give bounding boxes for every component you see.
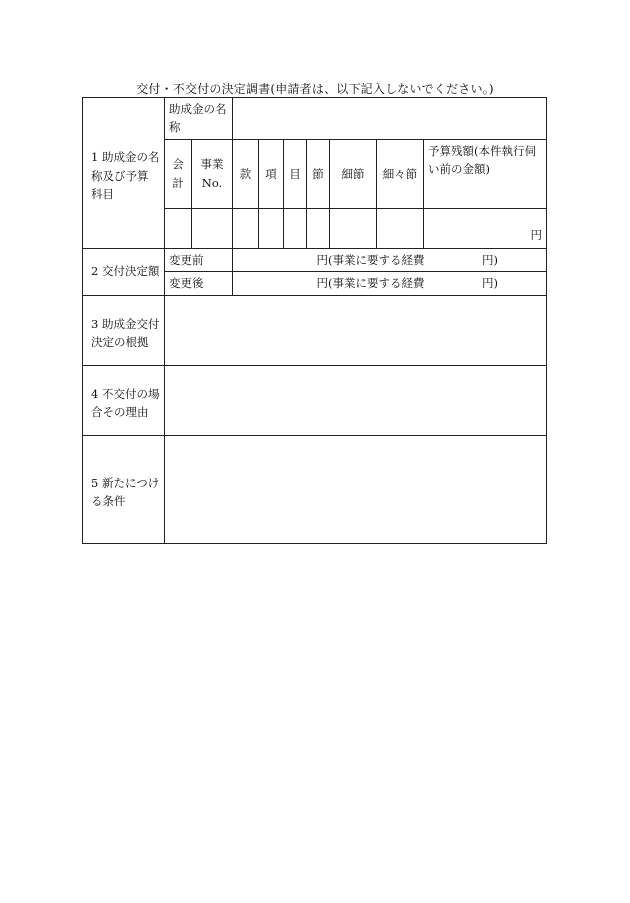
yen-unit: 円 (530, 228, 543, 243)
jigyo-no-header-line2: No. (201, 175, 223, 190)
kou-field[interactable] (259, 208, 284, 248)
setsu-header: 節 (307, 139, 330, 208)
section1-label-line1: 1 助成金の名 (91, 150, 160, 165)
jigyo-no-header-line1: 事業 (200, 157, 224, 172)
saisetsu-header: 細節 (330, 139, 377, 208)
section1-label (83, 98, 165, 249)
before-change-label: 変更前 (165, 248, 233, 271)
section1-label-line3: 科目 (91, 187, 114, 202)
moku-header: 目 (284, 139, 307, 208)
section4-label-line1: 4 不交付の場 (91, 386, 160, 401)
moku-field[interactable] (284, 208, 307, 248)
before-change-amount[interactable]: 円(事業に要する経費 円) (233, 248, 547, 271)
decision-form-table (82, 97, 547, 544)
after-change-amount[interactable]: 円(事業に要する経費 円) (233, 272, 547, 295)
kou-header: 項 (259, 139, 284, 208)
kaikei-header-line2: 計 (172, 175, 184, 190)
jigyo-no-header (192, 139, 233, 208)
kaikei-header (165, 139, 192, 208)
kaikei-header-line1: 会 (172, 157, 184, 172)
kan-field[interactable] (233, 208, 259, 248)
section5-label (83, 435, 165, 543)
section5-label-line2: る条件 (91, 494, 126, 509)
remaining-budget-header (424, 139, 547, 208)
section3-label (83, 295, 165, 365)
saisetsu-field[interactable] (330, 208, 377, 248)
grant-name-field[interactable] (233, 98, 547, 140)
section3-label-line2: 決定の根拠 (91, 335, 149, 350)
remaining-budget-header-line2: い前の金額) (428, 162, 490, 177)
section4-label-line2: 合その理由 (91, 405, 149, 420)
section4-field[interactable] (165, 365, 547, 435)
grant-name-header-line2: 称 (169, 120, 181, 135)
section5-field[interactable] (165, 435, 547, 543)
section1-label-line2: 称及び予算 (91, 168, 149, 183)
kan-header: 款 (233, 139, 259, 208)
remaining-budget-field[interactable] (424, 208, 547, 248)
section5-label-line1: 5 新たにつけ (91, 475, 160, 490)
section2-label: 2 交付決定額 (83, 248, 165, 295)
section4-label (83, 365, 165, 435)
section3-label-line1: 3 助成金交付 (91, 316, 160, 331)
saisaisetsu-field[interactable] (377, 208, 424, 248)
section3-field[interactable] (165, 295, 547, 365)
kaikei-field[interactable] (165, 208, 192, 248)
grant-name-header (165, 98, 233, 140)
remaining-budget-header-line1: 予算残額(本件執行伺 (428, 143, 536, 158)
jigyo-no-field[interactable] (192, 208, 233, 248)
after-change-label: 変更後 (165, 272, 233, 295)
saisaisetsu-header: 細々節 (377, 139, 424, 208)
setsu-field[interactable] (307, 208, 330, 248)
grant-name-header-line1: 助成金の名 (169, 102, 227, 116)
page-title: 交付・不交付の決定調書(申請者は、以下記入しないでください。) (136, 82, 494, 96)
